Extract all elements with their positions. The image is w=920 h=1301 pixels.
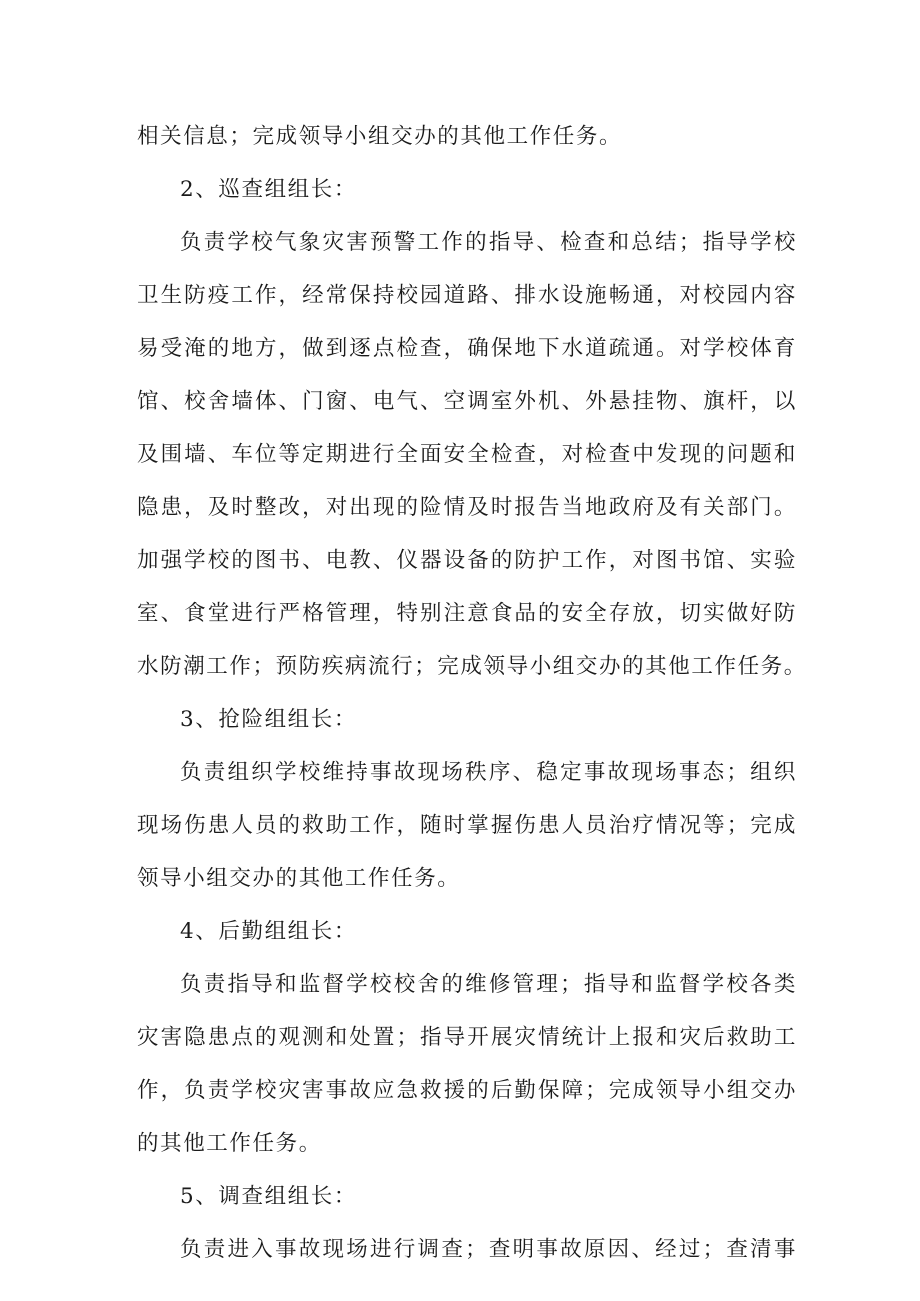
- body-line: 负责指导和监督学校校舍的维修管理；指导和监督学校各类: [180, 972, 797, 997]
- body-line: 隐患，及时整改，对出现的险情及时报告当地政府及有关部门。: [137, 495, 797, 520]
- section-heading-patrol: 2、巡查组组长：: [180, 177, 357, 202]
- body-line: 水防潮工作；预防疾病流行；完成领导小组交办的其他工作任务。: [137, 654, 807, 679]
- body-line: 现场伤患人员的救助工作，随时掌握伤患人员治疗情况等；完成: [137, 813, 797, 838]
- body-line: 馆、校舍墙体、门窗、电气、空调室外机、外悬挂物、旗杆，以: [137, 389, 797, 414]
- body-line: 相关信息；完成领导小组交办的其他工作任务。: [137, 124, 623, 149]
- body-line: 领导小组交办的其他工作任务。: [137, 866, 461, 891]
- section-heading-logistics: 4、后勤组组长：: [180, 919, 357, 944]
- body-line: 负责学校气象灾害预警工作的指导、检查和总结；指导学校: [180, 230, 797, 255]
- body-line: 的其他工作任务。: [137, 1131, 322, 1156]
- section-heading-investigation: 5、调查组组长：: [180, 1184, 357, 1209]
- body-line: 及围墙、车位等定期进行全面安全检查，对检查中发现的问题和: [137, 442, 797, 467]
- body-line: 作，负责学校灾害事故应急救援的后勤保障；完成领导小组交办: [137, 1078, 797, 1103]
- body-line: 负责进入事故现场进行调查；查明事故原因、经过；查清事: [180, 1237, 797, 1262]
- body-line: 灾害隐患点的观测和处置；指导开展灾情统计上报和灾后救助工: [137, 1025, 797, 1050]
- body-line: 加强学校的图书、电教、仪器设备的防护工作，对图书馆、实验: [137, 548, 797, 573]
- document-body: [137, 110, 807, 1276]
- body-line: 负责组织学校维持事故现场秩序、稳定事故现场事态；组织: [180, 760, 797, 785]
- body-line: 室、食堂进行严格管理，特别注意食品的安全存放，切实做好防: [137, 601, 797, 626]
- section-heading-rescue: 3、抢险组组长：: [180, 707, 357, 732]
- body-line: 卫生防疫工作，经常保持校园道路、排水设施畅通，对校园内容: [137, 283, 797, 308]
- body-line: 易受淹的地方，做到逐点检查，确保地下水道疏通。对学校体育: [137, 336, 797, 361]
